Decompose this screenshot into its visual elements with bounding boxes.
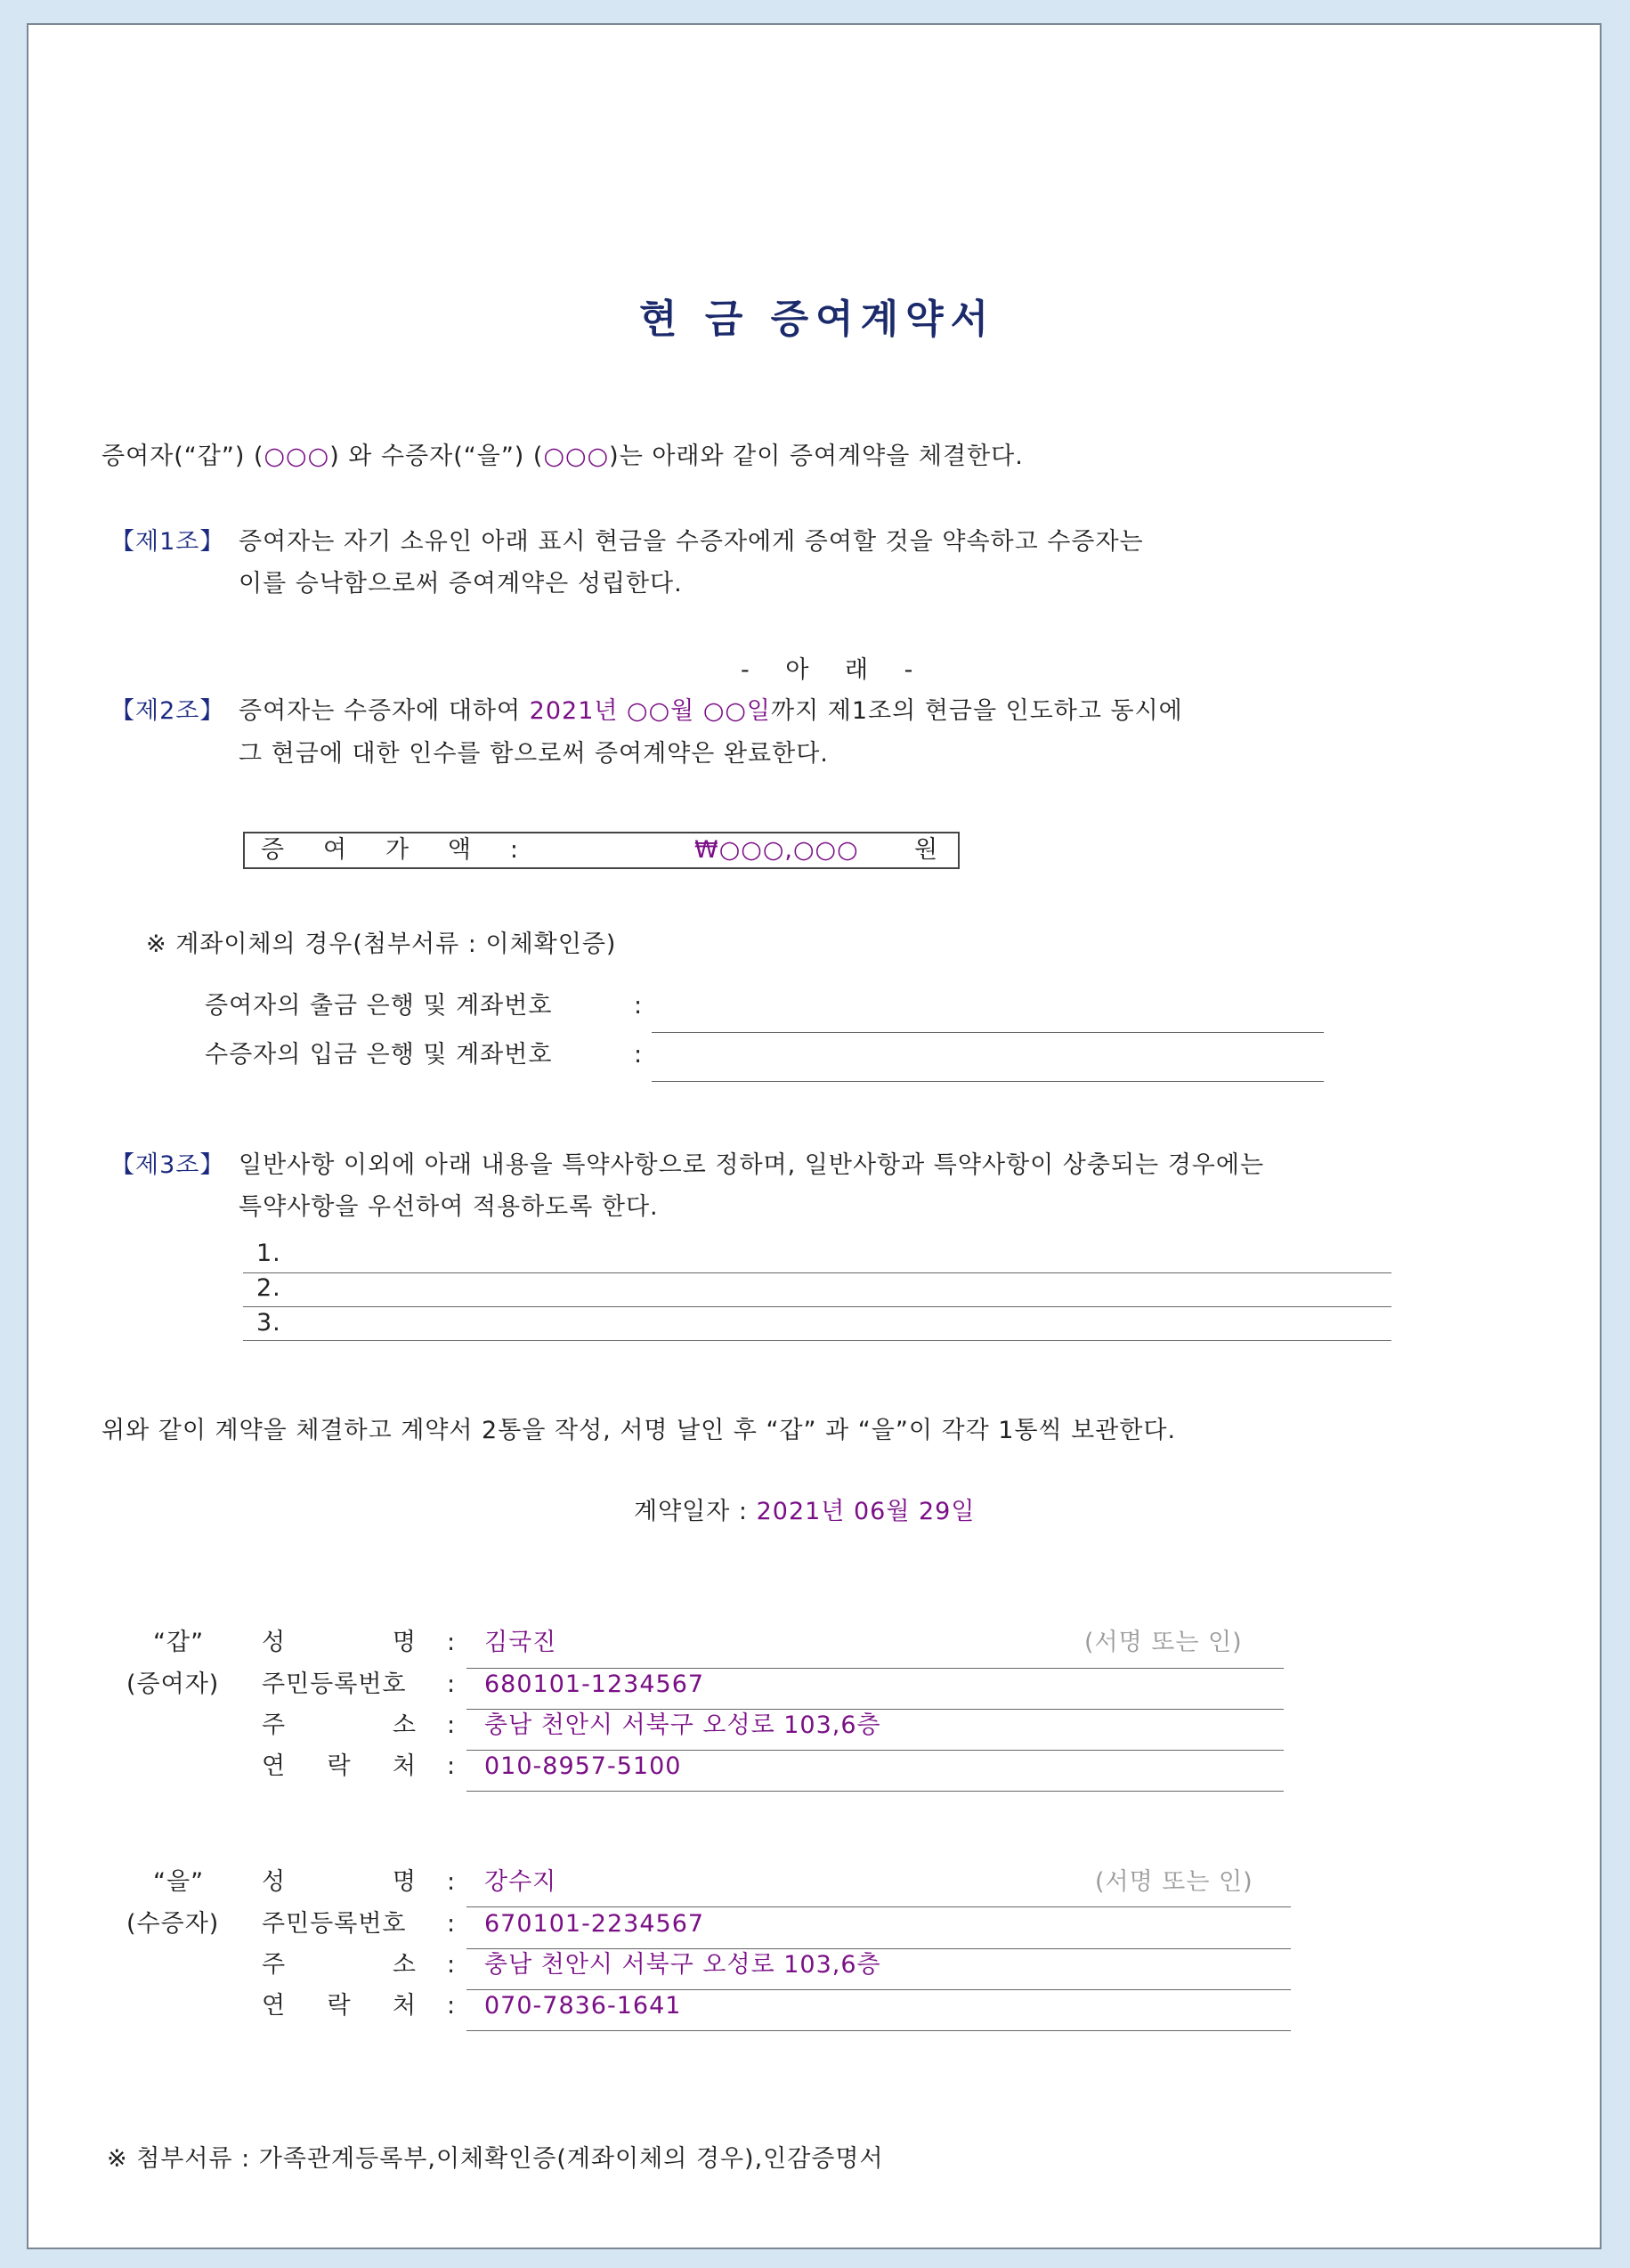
- amount-label-colon: :: [509, 836, 519, 864]
- name-label: [262, 1867, 417, 1898]
- article2-text-b: 까지 제1조의 현금을 인도하고 동시에: [771, 697, 1183, 725]
- colon: :: [447, 1951, 457, 1979]
- article3-line1: 일반사항 이외에 아래 내용을 특약사항으로 정하며, 일반사항과 특약사항이 상충되는 경우에는: [239, 1151, 1265, 1179]
- gift-amount-box: [243, 832, 960, 869]
- donor-name-placeholder: ○○○: [264, 443, 330, 470]
- label-char: 연: [262, 1752, 287, 1780]
- donee-contact-line[interactable]: [466, 2030, 1291, 2031]
- label-char: 락: [327, 1992, 352, 2020]
- donor-id-number: 680101-1234567: [484, 1671, 705, 1698]
- special-item-1: 1.: [256, 1240, 281, 1267]
- closing-statement: 위와 같이 계약을 체결하고 계약서 2통을 작성, 서명 날인 후 “갑” 과 “을”이 각각 1통씩 보관한다.: [101, 1417, 1177, 1444]
- special-item-1-line[interactable]: [243, 1272, 1391, 1273]
- article2-text-a: 증여자는 수증자에 대하여: [239, 697, 530, 725]
- donee-name: 강수지: [484, 1868, 557, 1896]
- label-char: 락: [327, 1752, 352, 1780]
- article2-line2: 그 현금에 대한 인수를 함으로써 증여계약은 완료한다.: [239, 740, 829, 768]
- contract-date-value: 2021년 06월 29일: [756, 1498, 976, 1525]
- colon: :: [447, 1868, 457, 1896]
- article3-label: 【제3조】: [110, 1151, 225, 1179]
- amount-label-char: 증: [261, 836, 286, 864]
- article3-line2: 특약사항을 우선하여 적용하도록 한다.: [239, 1193, 659, 1221]
- attachments-note: ※ 첨부서류 : 가족관계등록부,이체확인증(계좌이체의 경우),인감증명서: [107, 2145, 884, 2173]
- label-char: 성: [262, 1629, 287, 1656]
- below-heading: - 아 래 -: [741, 656, 914, 684]
- intro-paragraph: [101, 442, 1024, 472]
- gift-amount-value: ₩○○○,○○○: [694, 836, 859, 864]
- amount-label-char: 액: [447, 836, 472, 864]
- label-char: 명: [392, 1629, 417, 1656]
- donee-contact: 070-7836-1641: [484, 1992, 682, 2020]
- article1-line2: 이를 승낙함으로써 증여계약은 성립한다.: [239, 570, 683, 597]
- label-char: 소: [392, 1951, 417, 1979]
- address-label: [262, 1711, 417, 1741]
- donor-contact: 010-8957-5100: [484, 1752, 682, 1780]
- article2-line1: [239, 696, 1183, 727]
- amount-label-char: 가: [385, 836, 410, 864]
- article2-label: 【제2조】: [110, 697, 225, 725]
- donor-address-line[interactable]: [466, 1750, 1284, 1751]
- contact-label: [262, 1991, 417, 2021]
- id-number-label: 주민등록번호: [262, 1910, 407, 1938]
- article1-line1: 증여자는 자기 소유인 아래 표시 현금을 수증자에게 증여할 것을 약속하고 수증자는: [239, 528, 1144, 556]
- party-role: (수증자): [126, 1910, 220, 1938]
- signature-placeholder: (서명 또는 인): [1095, 1868, 1253, 1896]
- transfer-note: ※ 계좌이체의 경우(첨부서류 : 이체확인증): [146, 931, 617, 958]
- donee-name-line[interactable]: [466, 1906, 1291, 1907]
- colon: :: [447, 1910, 457, 1938]
- intro-text-3: )는 아래와 같이 증여계약을 체결한다.: [609, 443, 1024, 470]
- donee-account-field[interactable]: [652, 1081, 1324, 1082]
- party-tag: “갑”: [153, 1629, 205, 1656]
- label-char: 연: [262, 1992, 287, 2020]
- contract-date: [634, 1497, 975, 1527]
- donor-account-field[interactable]: [652, 1032, 1324, 1033]
- colon: :: [447, 1992, 457, 2020]
- donee-account-colon: :: [634, 1041, 644, 1069]
- intro-text-2: ) 와 수증자(“을”) (: [329, 443, 544, 470]
- donee-address-line[interactable]: [466, 1989, 1291, 1990]
- colon: :: [447, 1671, 457, 1698]
- article1-label: 【제1조】: [110, 528, 225, 556]
- donor-name-line[interactable]: [466, 1668, 1284, 1669]
- party-role: (증여자): [126, 1671, 220, 1698]
- label-char: 명: [392, 1868, 417, 1896]
- amount-label-char: 여: [322, 836, 348, 864]
- colon: :: [447, 1711, 457, 1739]
- label-char: 주: [262, 1711, 287, 1739]
- donor-address: 충남 천안시 서북구 오성로 103,6층: [484, 1711, 881, 1739]
- special-item-3-line[interactable]: [243, 1340, 1391, 1341]
- donor-id-line[interactable]: [466, 1709, 1284, 1710]
- intro-text-1: 증여자(“갑”) (: [101, 443, 264, 470]
- label-char: 처: [392, 1752, 417, 1780]
- gift-amount-unit: 원: [914, 836, 939, 864]
- gift-amount-label: [261, 835, 519, 866]
- donee-account-label: 수증자의 입금 은행 및 계좌번호: [205, 1041, 553, 1069]
- donee-id-line[interactable]: [466, 1948, 1291, 1949]
- id-number-label: 주민등록번호: [262, 1671, 407, 1698]
- label-char: 성: [262, 1868, 287, 1896]
- name-label: [262, 1628, 417, 1658]
- special-item-3: 3.: [256, 1309, 281, 1337]
- donee-address: 충남 천안시 서북구 오성로 103,6층: [484, 1951, 881, 1979]
- donee-id-number: 670101-2234567: [484, 1910, 705, 1938]
- delivery-date: 2021년 ○○월 ○○일: [529, 697, 772, 725]
- label-char: 소: [392, 1711, 417, 1739]
- donor-contact-line[interactable]: [466, 1791, 1284, 1792]
- donee-name-placeholder: ○○○: [543, 443, 610, 470]
- donor-account-label: 증여자의 출금 은행 및 계좌번호: [205, 992, 553, 1020]
- colon: :: [447, 1629, 457, 1656]
- signature-placeholder: (서명 또는 인): [1084, 1629, 1243, 1656]
- address-label: [262, 1950, 417, 1980]
- contract-date-label: 계약일자 :: [634, 1498, 757, 1525]
- document-page: [27, 23, 1602, 2249]
- party-tag: “을”: [153, 1868, 205, 1896]
- label-char: 처: [392, 1992, 417, 2020]
- donor-name: 김국진: [484, 1629, 557, 1656]
- special-item-2-line[interactable]: [243, 1306, 1391, 1307]
- label-char: 주: [262, 1951, 287, 1979]
- contact-label: [262, 1752, 417, 1782]
- colon: :: [447, 1752, 457, 1780]
- donor-account-colon: :: [634, 992, 644, 1020]
- special-item-2: 2.: [256, 1274, 281, 1302]
- document-title: 현 금 증여계약서: [639, 297, 996, 342]
